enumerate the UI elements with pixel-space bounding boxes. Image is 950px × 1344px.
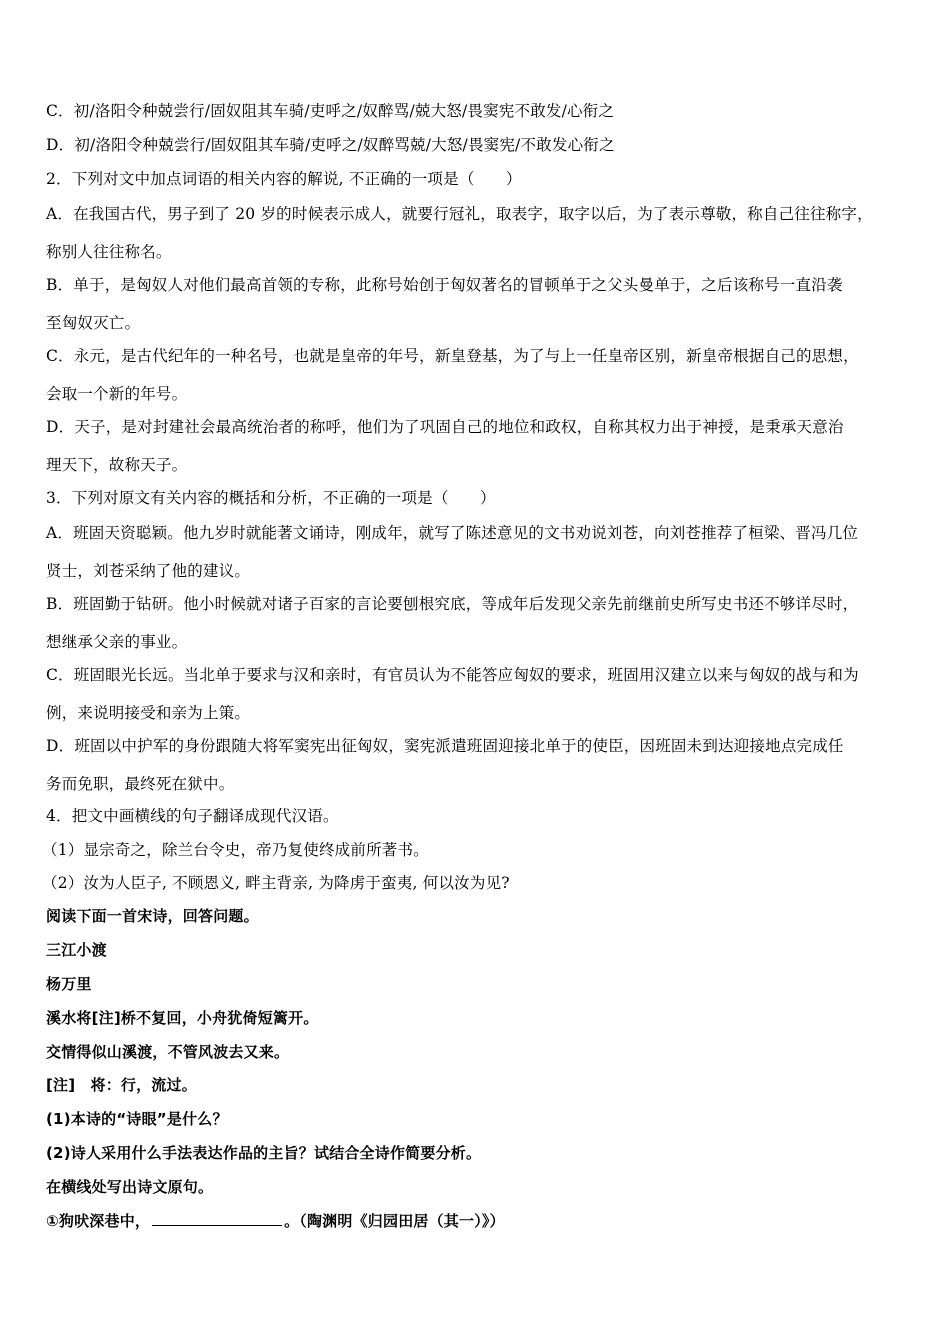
q3-option-a-line2: 贤士，刘苍采纳了他的建议。 — [46, 562, 251, 580]
q2-option-a-line2: 称别人往往称名。 — [46, 243, 172, 261]
q1-option-d: D．初/洛阳令种兢尝行/固奴阻其车骑/吏呼之/奴醉骂兢/大怒/畏窦宪/不敢发心衔之 — [46, 136, 615, 154]
q4-stem: 4．把文中画横线的句子翻译成现代汉语。 — [46, 807, 339, 825]
fill-blank-1[interactable] — [152, 1211, 282, 1226]
q2-option-c-line1: C．永元，是古代纪年的一种名号，也就是皇帝的年号，新皇登基，为了与上一任皇帝区别，新皇帝根据自己的思想， — [46, 347, 859, 365]
q3-option-a-line1: A．班固天资聪颖。他九岁时就能著文诵诗，刚成年，就写了陈述意见的文书劝说刘苍，向刘苍推荐了桓梁、晋冯几位 — [46, 524, 859, 542]
q2-stem: 2．下列对文中加点词语的相关内容的解说, 不正确的一项是（ ） — [46, 170, 522, 188]
q2-option-c-line2: 会取一个新的年号。 — [46, 385, 188, 403]
poem-title: 三江小渡 — [46, 941, 107, 959]
poem-intro: 阅读下面一首宋诗，回答问题。 — [46, 907, 259, 925]
q3-option-b-line2: 想继承父亲的事业。 — [46, 633, 188, 651]
poem-note: [注] 将：行，流过。 — [46, 1076, 197, 1094]
q2-option-d-line1: D．天子，是对封建社会最高统治者的称呼，他们为了巩固自己的地位和政权，自称其权力出于神授，是秉承天意治 — [46, 418, 844, 436]
poem-line-1: 溪水将[注]桥不复回，小舟犹倚短篱开。 — [46, 1009, 319, 1027]
poem-line-2: 交情得似山溪渡，不管风波去又来。 — [46, 1043, 290, 1061]
poem-author: 杨万里 — [46, 975, 92, 993]
q2-option-a-line1: A．在我国古代，男子到了 20 岁的时候表示成人，就要行冠礼，取表字，取字以后，为了表示尊敬，称自己往往称字， — [46, 205, 873, 223]
q4-sentence-2: （2）汝为人臣子, 不顾恩义, 畔主背亲, 为降虏于蛮夷, 何以汝为见? — [42, 874, 510, 892]
q2-option-d-line2: 理天下，故称天子。 — [46, 456, 188, 474]
q3-option-c-line1: C．班固眼光长远。当北单于要求与汉和亲时，有官员认为不能答应匈奴的要求，班固用汉建立以来与匈奴的战与和为 — [46, 666, 859, 684]
poem-question-2: (2)诗人采用什么手法表达作品的主旨？试结合全诗作简要分析。 — [46, 1144, 482, 1162]
q2-option-b-line2: 至匈奴灭亡。 — [46, 314, 141, 332]
q3-option-d-line1: D．班固以中护军的身份跟随大将军窦宪出征匈奴，窦宪派遣班固迎接北单于的使臣，因班固未到达迎接地点完成任 — [46, 737, 844, 755]
fill-item-1-suffix: 。（陶渊明《归园田居（其一）》） — [284, 1212, 505, 1230]
q3-option-b-line1: B．班固勤于钻研。他小时候就对诸子百家的言论要刨根究底，等成年后发现父亲先前继前史所写史书还不够详尽时， — [46, 595, 859, 613]
q3-option-c-line2: 例，来说明接受和亲为上策。 — [46, 704, 251, 722]
fill-item-1 — [46, 1211, 505, 1231]
q4-sentence-1: （1）显宗奇之，除兰台令史，帝乃复使终成前所著书。 — [42, 841, 429, 859]
q3-option-d-line2: 务而免职，最终死在狱中。 — [46, 775, 235, 793]
q2-option-b-line1: B．单于，是匈奴人对他们最高首领的专称，此称号始创于匈奴著名的冒顿单于之父头曼单于，之后该称号一直沿袭 — [46, 276, 843, 294]
fill-intro: 在横线处写出诗文原句。 — [46, 1178, 214, 1196]
q3-stem: 3．下列对原文有关内容的概括和分析，不正确的一项是（ ） — [46, 489, 496, 507]
fill-item-1-prefix: ①狗吠深巷中， — [46, 1212, 151, 1230]
poem-question-1: (1)本诗的“诗眼”是什么？ — [46, 1110, 228, 1128]
q1-option-c: C．初/洛阳令种兢尝行/固奴阻其车骑/吏呼之/奴醉骂/兢大怒/畏窦宪不敢发/心衔之 — [46, 102, 615, 120]
